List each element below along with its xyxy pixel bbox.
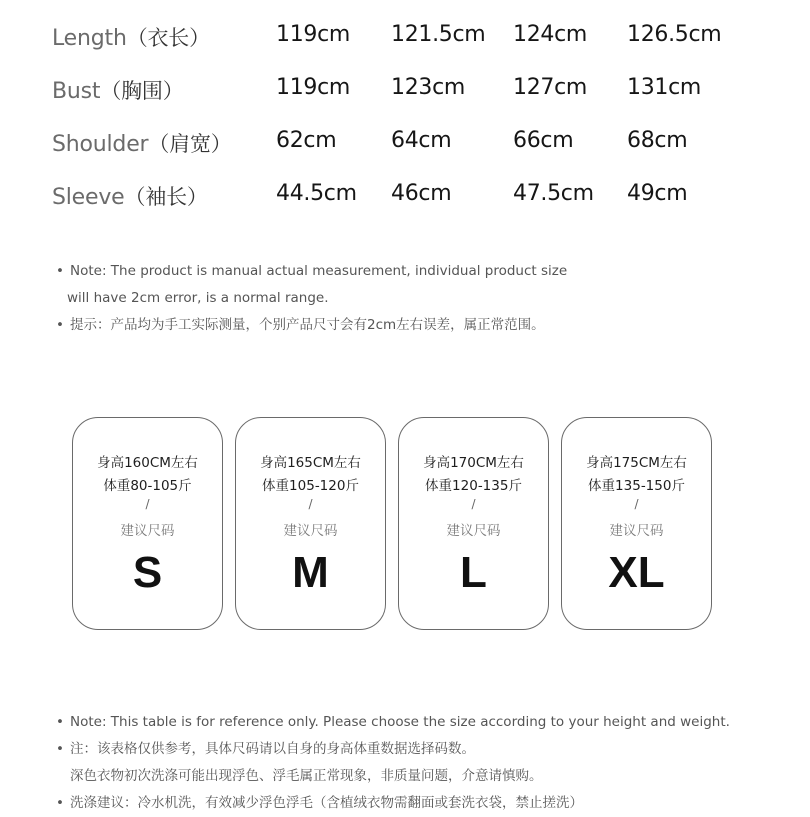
- row-label-shoulder: [52, 128, 232, 158]
- card-size-letter: XL: [608, 548, 665, 597]
- note-en: [56, 709, 730, 736]
- note-en-text: Note: This table is for reference only. Please choose the size according to your height and weight.: [70, 714, 730, 730]
- card-height: 身高165CM左右: [260, 455, 361, 471]
- cell-sleeve-m: 46cm: [391, 181, 452, 206]
- cell-length-l: 124cm: [513, 22, 588, 47]
- label-cn: （袖长）: [124, 185, 208, 209]
- label-en: Shoulder: [52, 132, 149, 157]
- cell-sleeve-xl: 49cm: [627, 181, 688, 206]
- card-weight: 体重80-105斤: [103, 478, 192, 494]
- card-suggest-label: 建议尺码: [120, 523, 175, 539]
- cell-shoulder-xl: 68cm: [627, 128, 688, 153]
- size-card-l: [398, 417, 549, 630]
- cell-sleeve-s: 44.5cm: [276, 181, 357, 206]
- row-label-bust: [52, 75, 184, 105]
- note-en-line2: will have 2cm error, is a normal range.: [67, 290, 329, 306]
- table-row-shoulder: [52, 124, 772, 177]
- measurement-notes: [56, 258, 567, 339]
- card-weight: 体重105-120斤: [262, 478, 359, 494]
- cell-bust-xl: 131cm: [627, 75, 702, 100]
- bullet-icon: •: [56, 741, 64, 757]
- note-en: [56, 258, 567, 285]
- card-suggest-label: 建议尺码: [609, 523, 664, 539]
- row-label-sleeve: [52, 181, 208, 211]
- card-weight: 体重120-135斤: [425, 478, 522, 494]
- cell-length-xl: 126.5cm: [627, 22, 722, 47]
- wash-advice-text: 洗涤建议：冷水机洗，有效减少浮色浮毛（含植绒衣物需翻面或套洗衣袋，禁止搓洗）: [70, 795, 583, 811]
- card-weight: 体重135-150斤: [588, 478, 685, 494]
- note-cn: [56, 312, 567, 339]
- note-cn: [56, 736, 730, 763]
- card-height: 身高160CM左右: [97, 455, 198, 471]
- card-size-letter: M: [292, 548, 329, 597]
- label-en: Sleeve: [52, 185, 125, 210]
- card-suggest-label: 建议尺码: [446, 523, 501, 539]
- note-cn-line1: 注：该表格仅供参考，具体尺码请以自身的身高体重数据选择码数。: [70, 741, 475, 757]
- size-recommendation-cards: [72, 417, 714, 632]
- label-cn: （衣长）: [126, 26, 210, 50]
- cell-bust-s: 119cm: [276, 75, 351, 100]
- cell-shoulder-l: 66cm: [513, 128, 574, 153]
- reference-notes: [56, 709, 730, 817]
- cell-length-s: 119cm: [276, 22, 351, 47]
- row-label-length: [52, 22, 210, 52]
- card-height: 身高175CM左右: [586, 455, 687, 471]
- card-divider-slash: /: [145, 497, 150, 511]
- card-divider-slash: /: [634, 497, 639, 511]
- bullet-icon: •: [56, 317, 64, 333]
- table-row-sleeve: [52, 177, 772, 230]
- size-card-s: [72, 417, 223, 630]
- cell-bust-m: 123cm: [391, 75, 466, 100]
- label-cn: （肩宽）: [148, 132, 232, 156]
- wash-advice: [56, 790, 730, 817]
- note-cn-text: 提示：产品均为手工实际测量，个别产品尺寸会有2cm左右误差，属正常范围。: [70, 317, 545, 333]
- note-cn-continuation: [56, 763, 730, 790]
- table-row-length: [52, 18, 772, 71]
- card-suggest-label: 建议尺码: [283, 523, 338, 539]
- bullet-icon: •: [56, 714, 64, 730]
- cell-shoulder-s: 62cm: [276, 128, 337, 153]
- card-size-letter: L: [460, 548, 487, 597]
- card-divider-slash: /: [471, 497, 476, 511]
- label-cn: （胸围）: [100, 79, 184, 103]
- note-en-continuation: [56, 285, 567, 312]
- table-row-bust: [52, 71, 772, 124]
- size-card-m: [235, 417, 386, 630]
- label-en: Length: [52, 26, 127, 51]
- bullet-icon: •: [56, 795, 64, 811]
- bullet-icon: •: [56, 263, 64, 279]
- label-en: Bust: [52, 79, 101, 104]
- cell-shoulder-m: 64cm: [391, 128, 452, 153]
- cell-bust-l: 127cm: [513, 75, 588, 100]
- size-measurement-table: [52, 18, 772, 230]
- card-size-letter: S: [132, 548, 163, 597]
- cell-length-m: 121.5cm: [391, 22, 486, 47]
- card-divider-slash: /: [308, 497, 313, 511]
- card-height: 身高170CM左右: [423, 455, 524, 471]
- note-en-line1: Note: The product is manual actual measurement, individual product size: [70, 263, 568, 279]
- cell-sleeve-l: 47.5cm: [513, 181, 594, 206]
- note-cn-line2: 深色衣物初次洗涤可能出现浮色、浮毛属正常现象，非质量问题，介意请慎购。: [70, 768, 543, 784]
- size-card-xl: [561, 417, 712, 630]
